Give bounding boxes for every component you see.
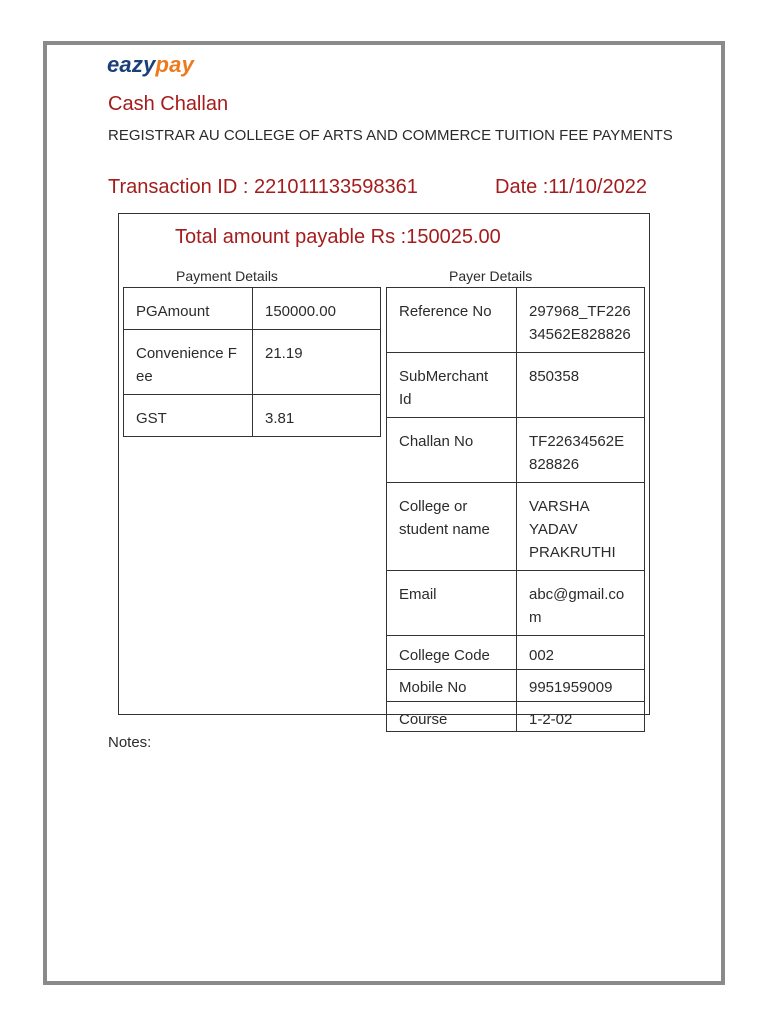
payer-value: 1-2-02 [517,702,645,732]
payer-key: SubMerchant Id [387,353,517,418]
payer-key: Course [387,702,517,732]
payer-key: Email [387,571,517,636]
table-row [387,483,645,571]
payment-details-table [123,287,381,437]
payer-value: 9951959009 [517,670,645,702]
payer-value: VARSHA YADAV PRAKRUTHI [517,483,645,571]
payment-key: PGAmount [124,288,253,330]
payment-details-label: Payment Details [176,268,278,284]
table-row [387,571,645,636]
payment-key: GST [124,395,253,437]
table-row [387,702,645,732]
table-row [387,418,645,483]
table-row [124,330,381,395]
registrar-heading: REGISTRAR AU COLLEGE OF ARTS AND COMMERCE TUITION FEE PAYMENTS [108,127,673,144]
payer-value: 002 [517,636,645,670]
table-row [124,395,381,437]
payer-value: 850358 [517,353,645,418]
payment-value: 21.19 [253,330,381,395]
payer-key: Mobile No [387,670,517,702]
payer-value: abc@gmail.com [517,571,645,636]
payer-value: 297968_TF22634562E828826 [517,288,645,353]
payer-key: Challan No [387,418,517,483]
table-row [124,288,381,330]
logo-part-pay: pay [155,52,195,77]
payment-key: Convenience Fee [124,330,253,395]
payer-value: TF22634562E828826 [517,418,645,483]
table-row [387,288,645,353]
payment-value: 150000.00 [253,288,381,330]
table-row [387,670,645,702]
payer-key: College Code [387,636,517,670]
payer-key: College or student name [387,483,517,571]
transaction-id: Transaction ID : 221011133598361 [108,176,418,198]
payer-details-table [386,287,645,732]
table-row [387,353,645,418]
payer-details-label: Payer Details [449,268,533,284]
total-amount: Total amount payable Rs :150025.00 [175,226,501,248]
table-row [387,636,645,670]
payer-key: Reference No [387,288,517,353]
logo-part-eazy: eazy [107,52,156,77]
payment-value: 3.81 [253,395,381,437]
page-title: Cash Challan [108,93,229,115]
notes-label: Notes: [108,734,152,751]
eazypay-logo [107,52,194,78]
challan-date: Date :11/10/2022 [495,176,647,198]
